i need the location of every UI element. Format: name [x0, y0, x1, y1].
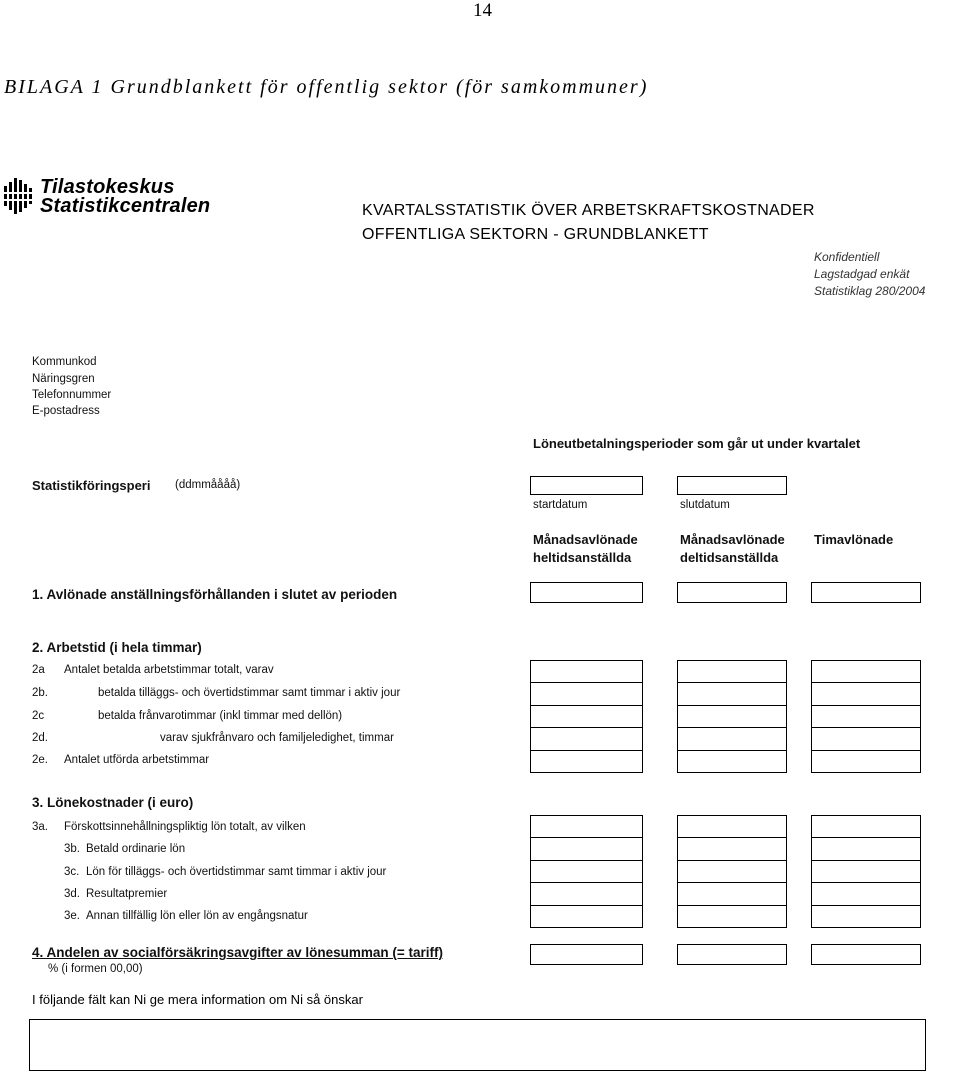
column-header-fulltime-line2: heltidsanställda [533, 550, 632, 565]
gap-mask [787, 860, 811, 861]
gap-mask [787, 905, 811, 906]
s3-row-text: Annan tillfällig lön eller lön av engångsnatur [86, 910, 308, 922]
row-divider [530, 860, 921, 861]
s2-row-text: betalda frånvarotimmar (inkl timmar med dellön) [98, 710, 343, 722]
gap-mask [787, 750, 811, 751]
gap-mask [787, 882, 811, 883]
logo-text-finnish: Tilastokeskus [40, 176, 175, 198]
gap-mask [787, 705, 811, 706]
statutory-survey-label: Lagstadgad enkät [814, 267, 910, 281]
field-label-epostadress: E-postadress [32, 405, 100, 417]
s3-parttime-inputs[interactable] [677, 815, 787, 928]
s3-row-code: 3c. [64, 866, 80, 878]
section2-title: 2. Arbetstid (i hela timmar) [32, 640, 202, 655]
row-divider [530, 837, 921, 838]
s2-row-code: 2a [32, 664, 45, 676]
s4-hourly-input[interactable] [811, 944, 921, 965]
s2-row-code: 2e. [32, 754, 48, 766]
s2-row-text: Antalet utförda arbetstimmar [64, 754, 210, 766]
column-header-hourly: Timavlönade [814, 532, 894, 547]
column-header-fulltime-line1: Månadsavlönade [533, 532, 638, 547]
s3-row-text: Betald ordinarie lön [86, 843, 186, 855]
s3-row-code: 3a. [32, 821, 48, 833]
gap-mask [643, 905, 677, 906]
s3-row-text: Lön för tilläggs- och övertidstimmar samt timmar i aktiv jour [86, 866, 387, 878]
s3-fulltime-inputs[interactable] [530, 815, 643, 928]
row-divider [530, 905, 921, 906]
s1-hourly-input[interactable] [811, 582, 921, 603]
s2-fulltime-inputs[interactable] [530, 660, 643, 773]
gap-mask [643, 682, 677, 683]
s2-row-code: 2d. [32, 732, 48, 744]
gap-mask [643, 882, 677, 883]
gap-mask [643, 705, 677, 706]
s3-row-text: Resultatpremier [86, 888, 168, 900]
s3-row-text: Förskottsinnehållningspliktig lön totalt, av vilken [64, 821, 306, 833]
end-date-label: slutdatum [680, 499, 730, 511]
gap-mask [643, 860, 677, 861]
field-label-naringsgren: Näringsgren [32, 373, 95, 385]
field-label-telefonnummer: Telefonnummer [32, 389, 112, 401]
form-title-line1: KVARTALSSTATISTIK ÖVER ARBETSKRAFTSKOSTNADER [362, 202, 815, 219]
s2-row-text: betalda tilläggs- och övertidstimmar samt timmar i aktiv jour [98, 687, 401, 699]
row-divider [530, 750, 921, 751]
s2-row-text: Antalet betalda arbetstimmar totalt, varav [64, 664, 274, 676]
s4-parttime-input[interactable] [677, 944, 787, 965]
section1-title: 1. Avlönade anställningsförhållanden i slutet av perioden [32, 587, 398, 602]
gap-mask [787, 727, 811, 728]
s4-fulltime-input[interactable] [530, 944, 643, 965]
period-heading: Löneutbetalningsperioder som går ut under kvartalet [533, 436, 861, 451]
bilaga-title: BILAGA 1 Grundblankett för offentlig sektor (för samkommuner) [4, 76, 649, 98]
extra-info-label: I följande fält kan Ni ge mera information om Ni så önskar [32, 992, 363, 1007]
row-divider [530, 727, 921, 728]
s1-parttime-input[interactable] [677, 582, 787, 603]
s2-row-text: varav sjukfrånvaro och familjeledighet, timmar [160, 732, 394, 744]
row-divider [530, 705, 921, 706]
end-date-input[interactable] [677, 476, 787, 495]
page-number: 14 [473, 0, 492, 21]
start-date-input[interactable] [530, 476, 643, 495]
statistics-act-label: Statistiklag 280/2004 [814, 284, 926, 298]
section3-title: 3. Lönekostnader (i euro) [32, 795, 194, 810]
s1-fulltime-input[interactable] [530, 582, 643, 603]
field-label-kommunkod: Kommunkod [32, 356, 97, 368]
gap-mask [643, 750, 677, 751]
row-divider [530, 682, 921, 683]
section4-format-note: % (i formen 00,00) [48, 963, 143, 975]
s3-row-code: 3b. [64, 843, 80, 855]
row-divider [530, 882, 921, 883]
gap-mask [787, 837, 811, 838]
gap-mask [643, 837, 677, 838]
gap-mask [787, 682, 811, 683]
gap-mask [643, 727, 677, 728]
confidential-label: Konfidentiell [814, 250, 880, 264]
s3-row-code: 3e. [64, 910, 80, 922]
extra-info-textarea[interactable] [29, 1019, 926, 1071]
s3-row-code: 3d. [64, 888, 80, 900]
s3-hourly-inputs[interactable] [811, 815, 921, 928]
statistics-period-label: Statistikföringsperi [32, 478, 151, 493]
date-format-hint: (ddmmåååå) [175, 479, 241, 491]
column-header-parttime-line1: Månadsavlönade [680, 532, 785, 547]
statistikcentralen-logo-icon [4, 178, 36, 219]
section4-title: 4. Andelen av socialförsäkringsavgifter av lönesumman (= tariff) [32, 945, 444, 960]
form-title-line2: OFFENTLIGA SEKTORN - GRUNDBLANKETT [362, 226, 709, 243]
s2-hourly-inputs[interactable] [811, 660, 921, 773]
column-header-parttime-line2: deltidsanställda [680, 550, 779, 565]
logo-text-swedish: Statistikcentralen [40, 195, 211, 217]
s2-row-code: 2c [32, 710, 45, 722]
s2-parttime-inputs[interactable] [677, 660, 787, 773]
s2-row-code: 2b. [32, 687, 48, 699]
start-date-label: startdatum [533, 499, 588, 511]
